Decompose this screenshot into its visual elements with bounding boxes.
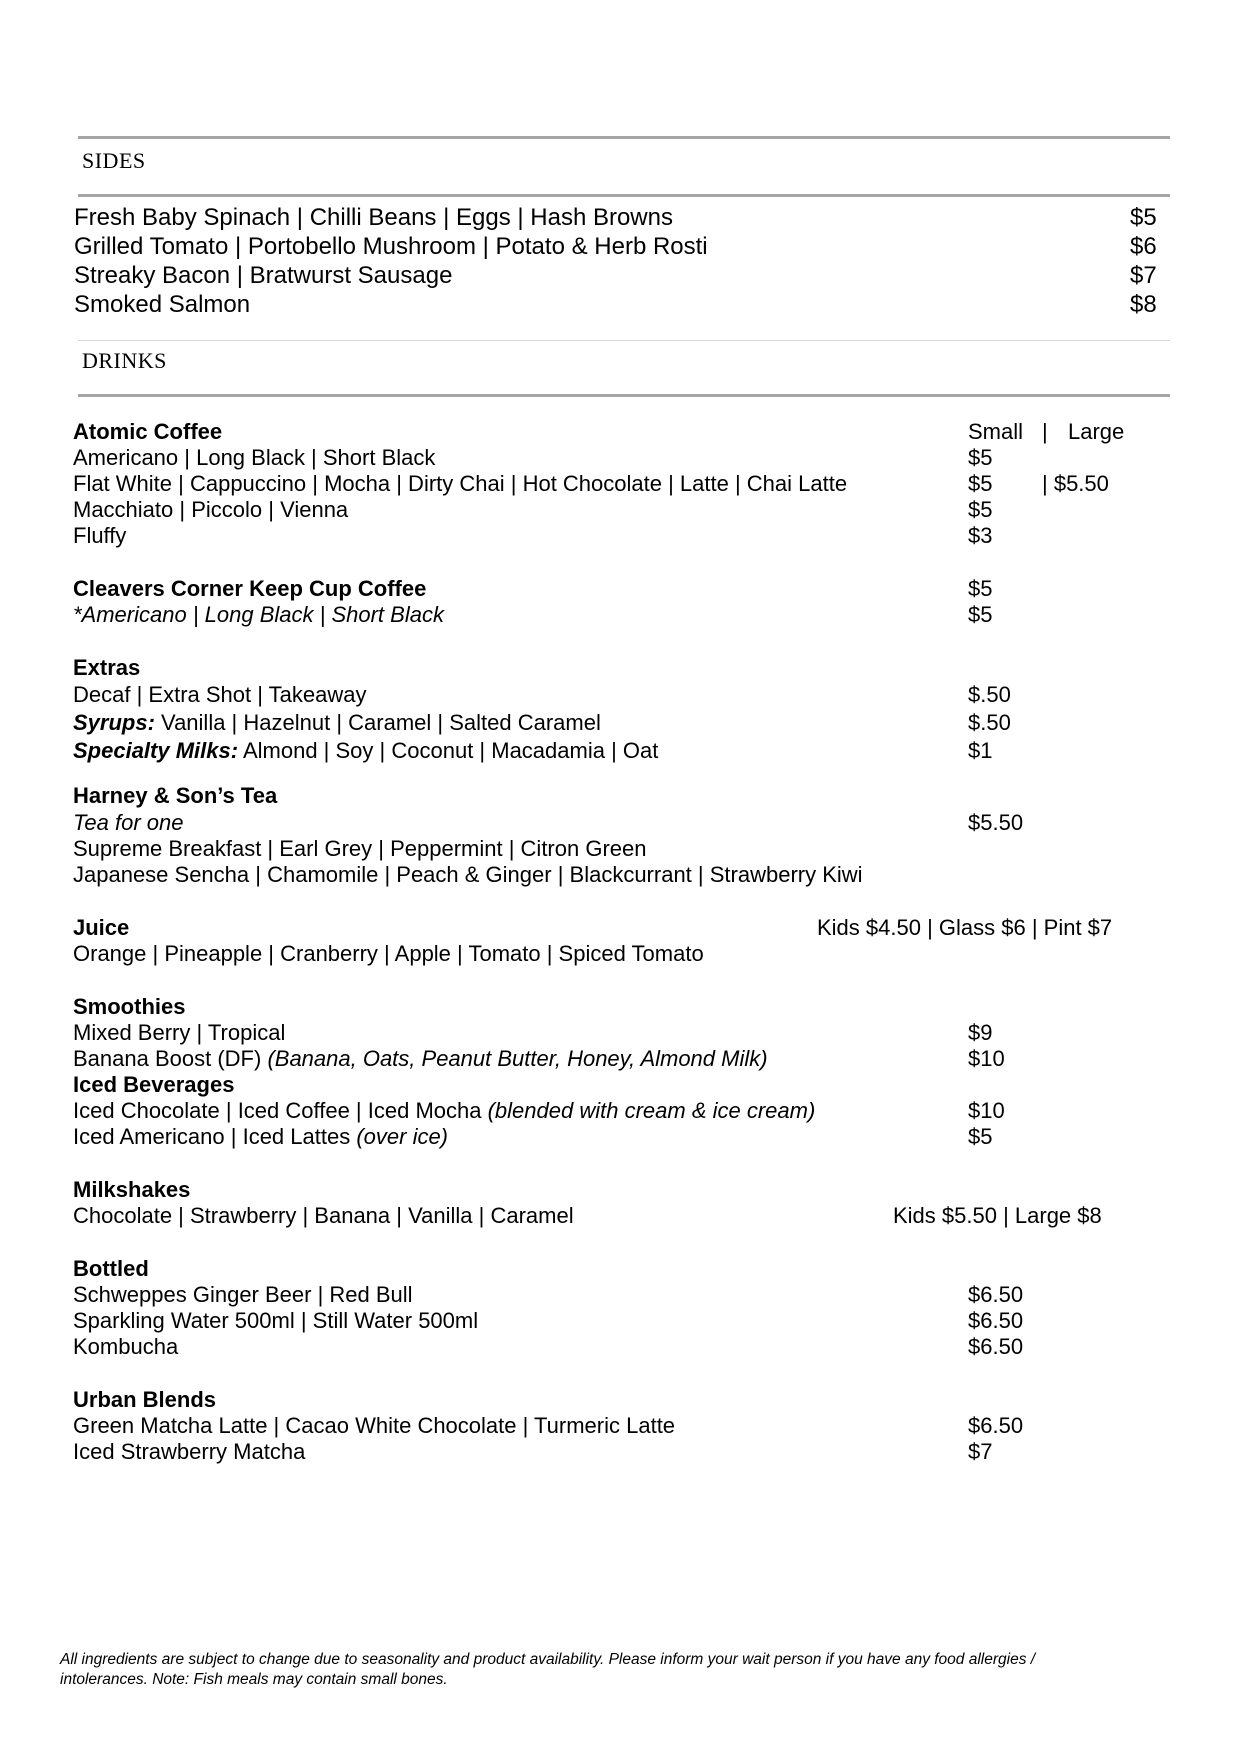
iced-item-row [73, 1124, 448, 1150]
tea-heading: Harney & Son’s Tea [73, 783, 278, 808]
syrups-label: Syrups: [73, 710, 155, 735]
iced-name: Iced Chocolate | Iced Coffee | Iced Mocha [73, 1098, 488, 1123]
juice-heading: Juice [73, 915, 130, 940]
urban-item: Green Matcha Latte | Cacao White Chocolate | Turmeric Latte [73, 1413, 676, 1438]
coffee-heading: Atomic Coffee [73, 419, 223, 444]
smoothies-item-row [73, 1046, 768, 1072]
syrups-list: Vanilla | Hazelnut | Caramel | Salted Caramel [154, 710, 601, 735]
tea-sub: Tea for one [73, 810, 184, 835]
tea-price: $5.50 [968, 810, 1024, 835]
coffee-price-large: | $5.50 [1042, 471, 1109, 496]
coffee-item: Flat White | Cappuccino | Mocha | Dirty Chai | Hot Chocolate | Latte | Chai Latte [73, 471, 848, 496]
urban-price: $7 [968, 1439, 993, 1464]
smoothies-item: Mixed Berry | Tropical [73, 1020, 286, 1045]
sides-item: Fresh Baby Spinach | Chilli Beans | Eggs | Hash Browns [74, 204, 673, 231]
iced-item-row [73, 1098, 815, 1124]
iced-name: Iced Americano | Iced Lattes [73, 1124, 357, 1149]
iced-heading: Iced Beverages [73, 1072, 235, 1097]
bottled-item: Schweppes Ginger Beer | Red Bull [73, 1282, 413, 1307]
milkshakes-heading: Milkshakes [73, 1177, 191, 1202]
keepcup-heading-price: $5 [968, 576, 993, 601]
sides-item: Streaky Bacon | Bratwurst Sausage [74, 262, 453, 289]
extras-item: Decaf | Extra Shot | Takeaway [73, 682, 367, 707]
tea-list: Supreme Breakfast | Earl Grey | Peppermint | Citron Green [73, 836, 647, 861]
sides-item: Smoked Salmon [74, 291, 251, 318]
size-small-label: Small [968, 419, 1024, 444]
bottled-heading: Bottled [73, 1256, 149, 1281]
coffee-price: $5 [968, 497, 993, 522]
sides-price: $5 [1130, 204, 1157, 231]
iced-note: (blended with cream & ice cream) [487, 1098, 816, 1123]
smoothies-price: $10 [968, 1046, 1005, 1071]
coffee-item: Fluffy [73, 523, 127, 548]
milkshakes-prices: Kids $5.50 | Large $8 [893, 1203, 1102, 1228]
footer-line: intolerances. Note: Fish meals may contain small bones. [60, 1671, 448, 1688]
section-title-sides: SIDES [82, 148, 146, 173]
extras-syrups-row [73, 710, 601, 736]
coffee-price: $5 [968, 471, 993, 496]
sides-price: $6 [1130, 233, 1157, 260]
divider [78, 394, 1170, 397]
coffee-item: Americano | Long Black | Short Black [73, 445, 436, 470]
smoothies-heading: Smoothies [73, 994, 186, 1019]
keepcup-item: *Americano | Long Black | Short Black [73, 602, 444, 627]
sides-price: $7 [1130, 262, 1157, 289]
extras-price: $.50 [968, 710, 1011, 735]
divider [78, 136, 1170, 139]
urban-price: $6.50 [968, 1413, 1024, 1438]
extras-heading: Extras [73, 655, 141, 680]
bottled-price: $6.50 [968, 1334, 1024, 1359]
iced-note: (over ice) [356, 1124, 449, 1149]
footer-disclaimer [60, 1650, 1140, 1690]
keepcup-heading: Cleavers Corner Keep Cup Coffee [73, 576, 427, 601]
smoothie-name: Banana Boost (DF) [73, 1046, 268, 1071]
urban-heading: Urban Blends [73, 1387, 217, 1412]
footer-line: All ingredients are subject to change due to seasonality and product availability. Please inform your wait person if you have any food allergies / [60, 1651, 1036, 1668]
smoothies-price: $9 [968, 1020, 993, 1045]
urban-item: Iced Strawberry Matcha [73, 1439, 306, 1464]
keepcup-price: $5 [968, 602, 993, 627]
extras-price: $1 [968, 738, 993, 763]
divider [78, 194, 1170, 197]
coffee-price: $5 [968, 445, 993, 470]
juice-list: Orange | Pineapple | Cranberry | Apple | Tomato | Spiced Tomato [73, 941, 704, 966]
iced-price: $10 [968, 1098, 1005, 1123]
smoothie-note: (Banana, Oats, Peanut Butter, Honey, Almond Milk) [267, 1046, 768, 1071]
size-separator: | [1042, 419, 1048, 444]
coffee-price: $3 [968, 523, 993, 548]
milks-label: Specialty Milks: [73, 738, 239, 763]
milks-list: Almond | Soy | Coconut | Macadamia | Oat [238, 738, 659, 763]
size-large-label: Large [1068, 419, 1125, 444]
bottled-item: Kombucha [73, 1334, 179, 1359]
section-title-drinks: DRINKS [82, 348, 167, 373]
juice-prices: Kids $4.50 | Glass $6 | Pint $7 [817, 915, 1113, 940]
bottled-price: $6.50 [968, 1308, 1024, 1333]
divider [78, 340, 1170, 341]
iced-price: $5 [968, 1124, 993, 1149]
bottled-item: Sparkling Water 500ml | Still Water 500ml [73, 1308, 479, 1333]
milkshakes-list: Chocolate | Strawberry | Banana | Vanilla | Caramel [73, 1203, 574, 1228]
coffee-item: Macchiato | Piccolo | Vienna [73, 497, 349, 522]
tea-list: Japanese Sencha | Chamomile | Peach & Ginger | Blackcurrant | Strawberry Kiwi [73, 862, 863, 887]
sides-item: Grilled Tomato | Portobello Mushroom | Potato & Herb Rosti [74, 233, 708, 260]
sides-price: $8 [1130, 291, 1157, 318]
extras-price: $.50 [968, 682, 1011, 707]
extras-milks-row [73, 738, 658, 764]
bottled-price: $6.50 [968, 1282, 1024, 1307]
